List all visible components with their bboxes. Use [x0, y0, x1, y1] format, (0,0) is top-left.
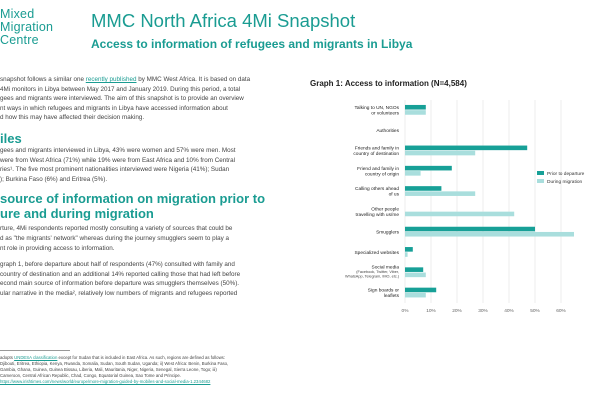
- x-tick-label: 0%: [401, 309, 409, 314]
- footnote-line-3: Gambia, Ghana, Guinea, Guinea Bissau, Liberia, Mali, Mauritania, Niger, Nigeria, Senegal, Sierra Leone, Togo; iii): [0, 367, 217, 372]
- footnote-line-1: adopts UNDESA classification except for Sudan that is included in East Africa. As such, regions are defined as follows:: [0, 355, 226, 360]
- page-subtitle: Access to information of refugees and migrants in Libya: [91, 37, 413, 51]
- category-label: Authorities: [376, 129, 399, 135]
- bar: [405, 151, 475, 156]
- profiles-line-2: were from West Africa (71%) while 19% were from East Africa and 10% from Central: [0, 156, 236, 164]
- bar: [405, 171, 421, 176]
- bar: [405, 288, 436, 293]
- bar: [405, 166, 452, 171]
- section2-line-1: rture, 4Mi respondents reported mostly consulting a variety of sources that could be: [0, 225, 233, 233]
- intro-line-4: nt ways in which refugees and migrants in Libya have accessed information about: [0, 104, 228, 112]
- logo-line-centre: Centre: [0, 33, 39, 47]
- bar: [405, 110, 426, 115]
- category-label: Specialized websites: [354, 250, 399, 256]
- section2-line-3: nt role in providing access to information.: [0, 244, 115, 252]
- x-tick-label: 10%: [426, 309, 436, 314]
- footnote-divider: [0, 350, 70, 351]
- x-tick-label: 40%: [504, 309, 514, 314]
- section2-line-2: d as "the migrants' network" whereas during the journey smugglers seem to play a: [0, 234, 229, 242]
- logo-line-migration: Migration: [0, 20, 54, 34]
- x-tick-label: 20%: [452, 309, 462, 314]
- legend-label: During migration: [547, 180, 583, 185]
- intro-line-5: d how this may have affected their decision making.: [0, 114, 145, 122]
- category-label: Sign boards or: [367, 288, 399, 294]
- section2-heading-line-2: ure and during migration: [0, 206, 154, 222]
- bar: [405, 293, 426, 298]
- bar: [405, 146, 527, 151]
- category-label: Friend and family in: [357, 166, 399, 172]
- x-tick-label: 50%: [530, 309, 540, 314]
- bar: [405, 232, 574, 237]
- section2-line-7: ular narrative in the media², relatively low numbers of migrants and refugees reported: [0, 289, 238, 297]
- irishtimes-article-link[interactable]: https://www.irishtimes.com/news/world/europe/more-migration-guided-by-mobiles-and-social-media-1.2344682: [0, 379, 211, 384]
- category-label: Talking to UN, NGOs: [354, 105, 399, 111]
- category-label: Other people: [371, 207, 399, 213]
- profiles-line-1: gees and migrants interviewed in Libya, 43% were women and 57% were men. Most: [0, 146, 236, 154]
- legend-swatch: [537, 179, 544, 183]
- bar: [405, 212, 514, 217]
- legend-swatch: [537, 171, 544, 175]
- category-label: Calling others ahead: [354, 187, 399, 193]
- legend-label: Prior to departure: [547, 172, 585, 177]
- intro-line-2: 4Mi monitors in Libya between May 2017 and January 2019. During this period, a total: [0, 85, 241, 93]
- profiles-line-4: ); Burkina Faso (6%) and Eritrea (5%).: [0, 175, 108, 183]
- bar: [405, 252, 408, 257]
- category-sublabel: (Facebook, Twitter, Viber,: [356, 269, 399, 274]
- recently-published-link[interactable]: recently published: [85, 76, 137, 83]
- category-label: Friends and family in: [354, 146, 399, 152]
- logo-line-mixed: Mixed: [0, 7, 35, 21]
- section2-line-5: country of destination and an additional 14% reported calling those that had left before: [0, 270, 241, 278]
- category-label: Social media: [371, 265, 399, 271]
- chart-title: Graph 1: Access to information (N=4,584): [310, 79, 467, 88]
- bar: [405, 186, 441, 191]
- category-label: country of origin: [364, 172, 399, 178]
- page-title: MMC North Africa 4Mi Snapshot: [91, 10, 356, 31]
- intro-line-3: gees and migrants were interviewed. The aim of this snapshot is to provide an overview: [0, 95, 244, 103]
- bar: [405, 191, 475, 196]
- bar: [405, 247, 413, 252]
- access-to-information-chart: [305, 98, 595, 338]
- footnotes: [0, 355, 600, 385]
- profiles-line-3: ries¹. The five most prominent nationalities interviewed were Nigeria (41%); Sudan: [0, 166, 230, 174]
- bar: [405, 227, 535, 232]
- category-label: of us: [388, 192, 399, 198]
- profiles-heading: iles: [0, 130, 22, 146]
- intro-line-1: snapshot follows a similar one recently published by MMC West Africa. It is based on data: [0, 76, 251, 83]
- section2-line-6: econd main source of information before departure was smugglers themselves (50%).: [0, 280, 240, 288]
- x-tick-label: 60%: [556, 309, 566, 314]
- bar: [405, 105, 426, 110]
- category-label: or volunteers: [371, 111, 399, 117]
- undesa-classification-link[interactable]: UNDESA classification: [14, 355, 58, 360]
- category-label: leaflets: [383, 294, 399, 300]
- category-label: travelling with us/me: [355, 212, 399, 218]
- section2-heading-line-1: source of information on migration prior to: [0, 191, 266, 207]
- mmc-logo: [0, 8, 53, 47]
- bar: [405, 267, 423, 272]
- section2-line-4: graph 1, before departure about half of respondents (47%) consulted with family and: [0, 261, 235, 269]
- x-tick-label: 30%: [478, 309, 488, 314]
- category-label: country of destination: [353, 152, 399, 158]
- category-label: Smugglers: [376, 230, 399, 236]
- category-sublabel: WhatsApp, Telegram, IMO, etc.): [345, 274, 399, 279]
- footnote-line-4: Cameroon, Central African Republic, Chad, Congo, Equatorial Guinea, Sao Tome and Principe.: [0, 373, 181, 378]
- left-text-column: [0, 75, 300, 299]
- footnote-line-2: Djibouti, Eritrea, Ethiopia, Kenya, Rwanda, Somalia, Sudan, South Sudan, Uganda; ii) West Africa: Benin, Burkina Faso,: [0, 361, 229, 366]
- bar: [405, 273, 426, 278]
